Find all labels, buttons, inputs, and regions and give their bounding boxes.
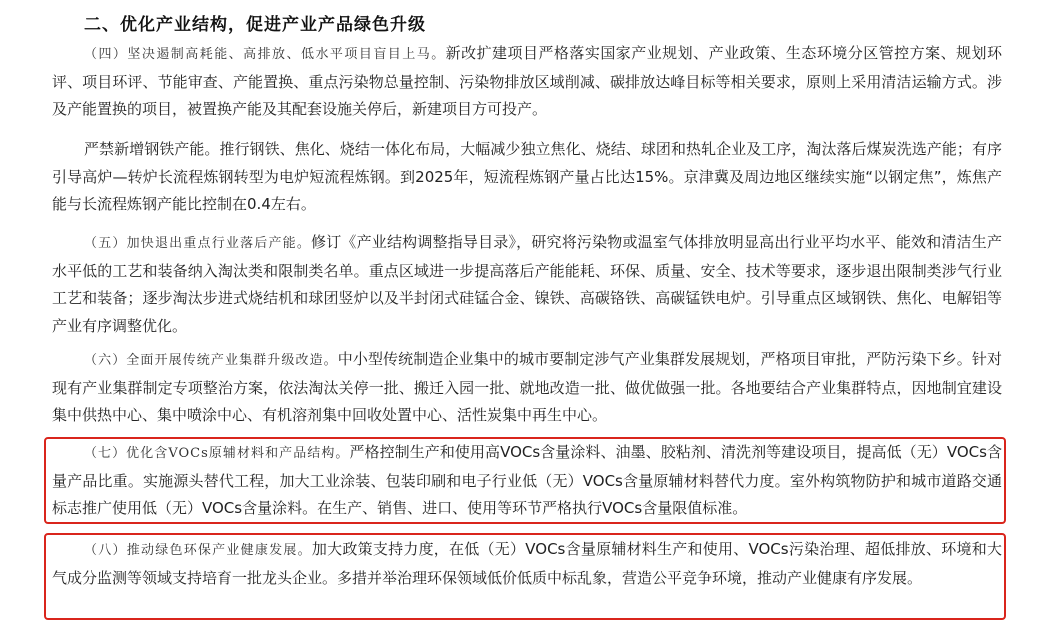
paragraph-text: 严格控制生产和使用高VOCs含量涂料、油墨、胶粘剂、清洗剂等建设项目，提高低（无）VOCs含量产品比重。实施源头替代工程，加大工业涂装、包装印刷和电子行业低（无）VOCs含量原辅材料替代力度。室外构筑物防护和城市道路交通标志推广使用低（无）VOCs含量涂料。在生产、销售、进口、使用等环节严格执行VOCs含量限值标准。	[52, 443, 1002, 517]
paragraph-lead: （六）全面开展传统产业集群升级改造。	[84, 353, 338, 368]
paragraph-7	[52, 439, 1002, 523]
paragraph-lead: （四）坚决遏制高耗能、高排放、低水平项目盲目上马。	[84, 47, 446, 62]
paragraph-4	[52, 40, 1002, 124]
paragraph-8	[52, 536, 1002, 592]
paragraph-text: 中小型传统制造企业集中的城市要制定涉气产业集群发展规划，严格项目审批，严防污染下乡。针对现有产业集群制定专项整治方案，依法淘汰关停一批、搬迁入园一批、就地改造一批、做优做强一批。各地要结合产业集群特点，因地制宜建设集中供热中心、集中喷涂中心、有机溶剂集中回收处置中心、活性炭集中再生中心。	[52, 350, 1002, 424]
paragraph-text: 严禁新增钢铁产能。推行钢铁、焦化、烧结一体化布局，大幅减少独立焦化、烧结、球团和热轧企业及工序，淘汰落后煤炭洗选产能；有序引导高炉—转炉长流程炼钢转型为电炉短流程炼钢。到2025年，短流程炼钢产量占比达15%。京津冀及周边地区继续实施“以钢定焦”，炼焦产能与长流程炼钢产能比控制在0.4左右。	[52, 140, 1002, 213]
section-heading: 二、优化产业结构，促进产业产品绿色升级	[84, 15, 426, 35]
paragraph-lead: （七）优化含VOCs原辅材料和产品结构。	[84, 446, 350, 461]
paragraph-steel	[52, 136, 1002, 219]
paragraph-text: 加大政策支持力度，在低（无）VOCs含量原辅材料生产和使用、VOCs污染治理、超低排放、环境和大气成分监测等领域支持培育一批龙头企业。多措并举治理环保领域低价低质中标乱象，营造公平竞争环境，推动产业健康有序发展。	[52, 540, 1002, 587]
paragraph-lead: （五）加快退出重点行业落后产能。	[84, 236, 312, 251]
paragraph-6	[52, 346, 1002, 430]
paragraph-5	[52, 229, 1002, 340]
paragraph-text: 修订《产业结构调整指导目录》，研究将污染物或温室气体排放明显高出行业平均水平、能效和清洁生产水平低的工艺和装备纳入淘汰类和限制类名单。重点区域进一步提高落后产能能耗、环保、质量、安全、技术等要求，逐步退出限制类涉气行业工艺和装备；逐步淘汰步进式烧结机和球团竖炉以及半封闭式硅锰合金、镍铁、高碳铬铁、高碳锰铁电炉。引导重点区域钢铁、焦化、电解铝等产业有序调整优化。	[52, 233, 1002, 335]
paragraph-text: 新改扩建项目严格落实国家产业规划、产业政策、生态环境分区管控方案、规划环评、项目环评、节能审查、产能置换、重点污染物总量控制、污染物排放区域削减、碳排放达峰目标等相关要求，原则上采用清洁运输方式。涉及产能置换的项目，被置换产能及其配套设施关停后，新建项目方可投产。	[52, 44, 1002, 118]
paragraph-lead: （八）推动绿色环保产业健康发展。	[84, 543, 312, 558]
